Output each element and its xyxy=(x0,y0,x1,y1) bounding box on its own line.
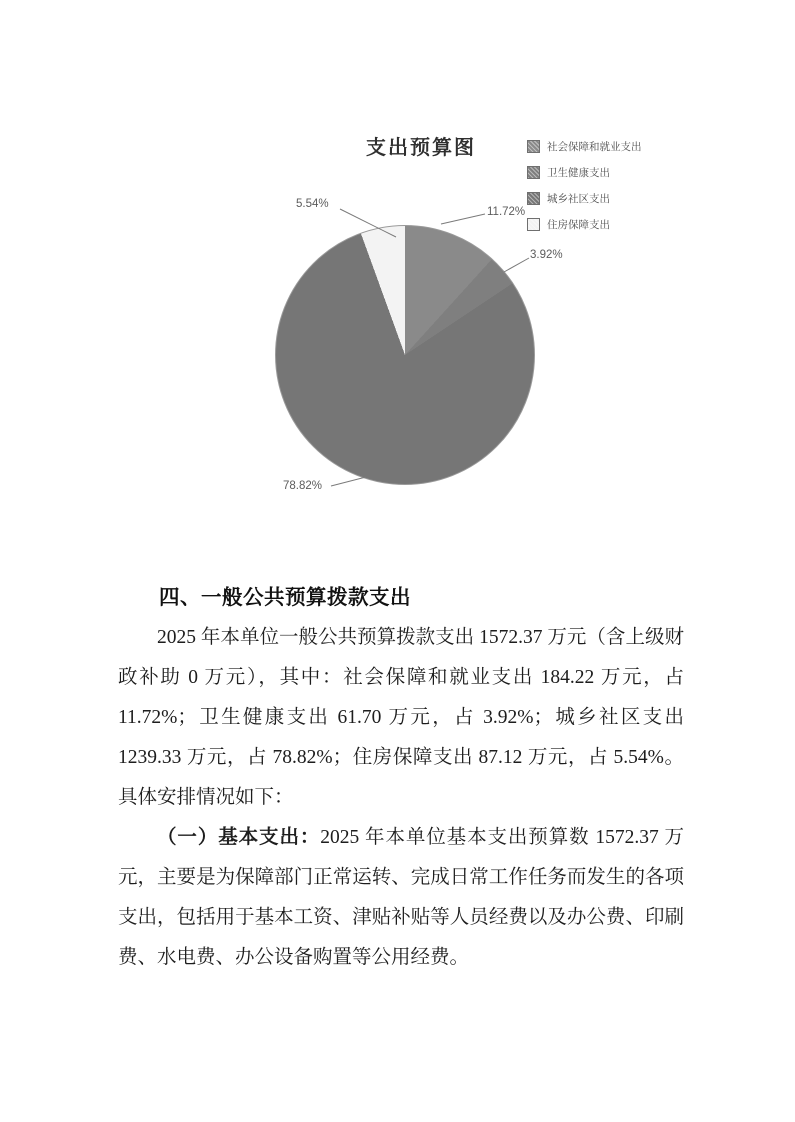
legend-swatch-icon xyxy=(527,166,540,179)
legend-label: 卫生健康支出 xyxy=(547,166,610,179)
legend-label: 住房保障支出 xyxy=(547,218,610,231)
legend-swatch-icon xyxy=(527,218,540,231)
pie-pct-label-community: 78.82% xyxy=(283,480,323,492)
chart-title: 支出预算图 xyxy=(366,137,476,159)
legend-item xyxy=(527,159,642,185)
pie-pct-label-health: 3.92% xyxy=(530,249,563,261)
paragraph-lead-rest: 2025 年本单位基本支出预算数 1572.37 万元，主要是为保障部门正常运转、完成日常工作任务而发生的各项支出，包括用于基本工资、津贴补贴等人员经费以及办公费、印刷费、水电费、办公设备购置等公用经费。 xyxy=(118,827,684,968)
pie-pct-label-housing: 5.54% xyxy=(296,198,329,210)
paragraph-lead-bold: （一）基本支出： xyxy=(157,827,321,848)
paragraph-budget-summary: 2025 年本单位一般公共预算拨款支出 1572.37 万元（含上级财政补助 0 万元），其中：社会保障和就业支出 184.22 万元，占 11.72%；卫生健康支出 61.70 万元，占 3.92%；城乡社区支出 1239.33 万元，占 78.82%；住房保障支出 87.12 万元，占 5.54%。具体安排情况如下： xyxy=(118,627,684,808)
legend-swatch-icon xyxy=(527,140,540,153)
document-body xyxy=(118,578,684,978)
legend-label: 社会保障和就业支出 xyxy=(547,140,642,153)
legend-swatch-icon xyxy=(527,192,540,205)
legend-item xyxy=(527,211,642,237)
legend-item xyxy=(527,133,642,159)
section-heading: 四、一般公共预算拨款支出 xyxy=(159,586,411,609)
pie-pct-label-social: 11.72% xyxy=(487,206,526,218)
chart-legend xyxy=(527,133,642,237)
paragraph-basic-expenditure xyxy=(118,818,684,978)
pie-chart xyxy=(275,225,535,485)
legend-label: 城乡社区支出 xyxy=(547,192,610,205)
legend-item xyxy=(527,185,642,211)
